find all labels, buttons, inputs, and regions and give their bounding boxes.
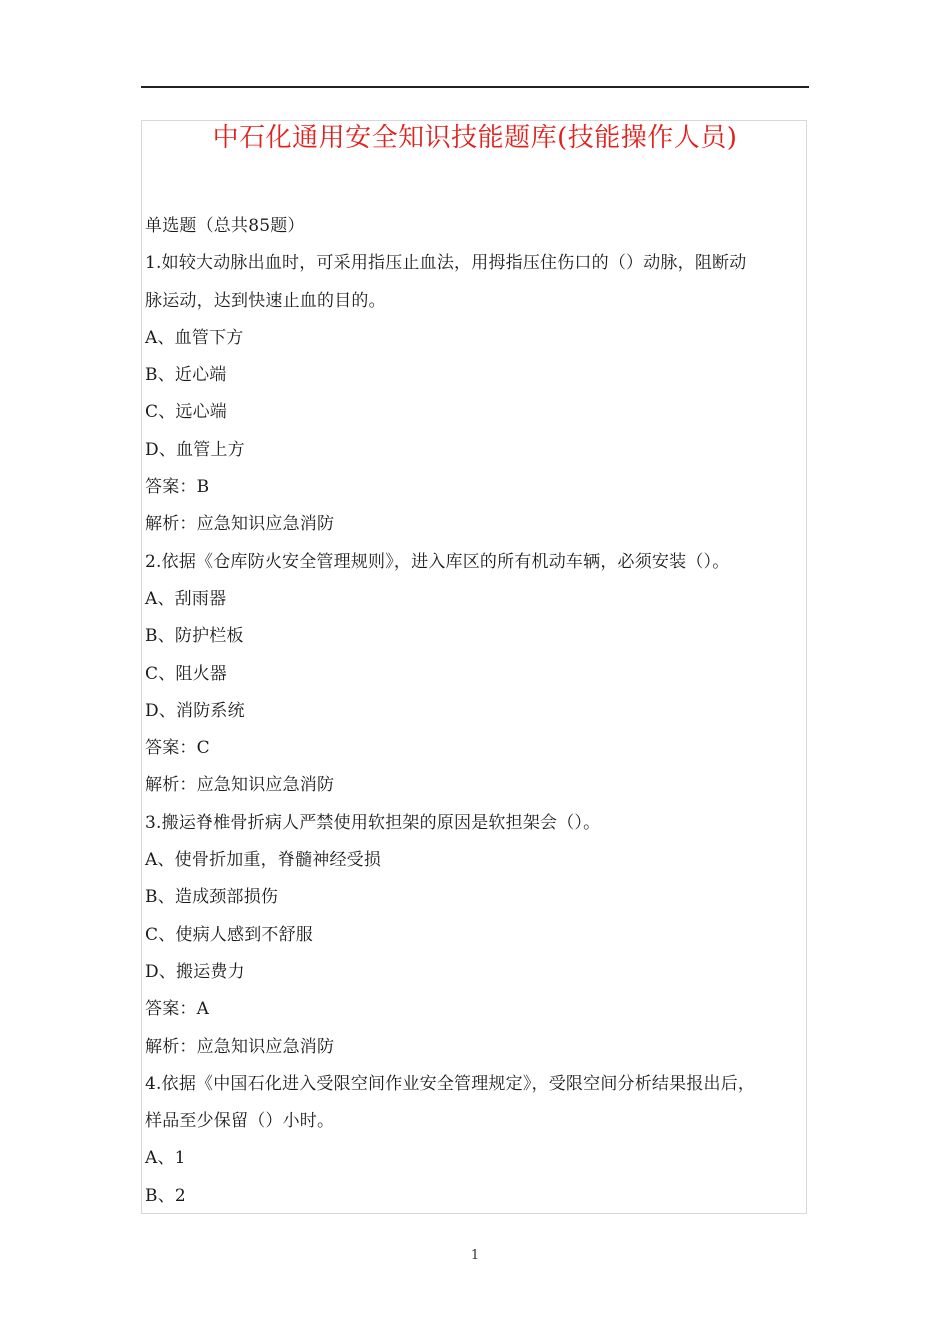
option-b: B、近心端	[145, 365, 227, 386]
document-title: 中石化通用安全知识技能题库(技能操作人员)	[212, 123, 738, 153]
question-item	[145, 1066, 807, 1215]
document-body	[145, 208, 807, 1215]
question-item	[145, 544, 807, 805]
question-item	[145, 245, 807, 543]
page-number: 1	[470, 1248, 480, 1263]
analysis: 解析：应急知识应急消防	[145, 1036, 335, 1057]
question-item	[145, 805, 807, 1066]
option-d: D、消防系统	[145, 700, 245, 721]
option-a: A、血管下方	[145, 327, 244, 348]
answer: 答案：A	[145, 999, 210, 1020]
analysis: 解析：应急知识应急消防	[145, 775, 335, 796]
question-text: 1.如较大动脉出血时，可采用指压止血法，用拇指压住伤口的（）动脉，阻断动	[145, 253, 747, 274]
option-b: B、造成颈部损伤	[145, 887, 279, 908]
option-a: A、1	[145, 1148, 186, 1169]
option-a: A、刮雨器	[145, 588, 227, 609]
option-a: A、使骨折加重，脊髓神经受损	[145, 850, 382, 871]
answer: 答案：C	[145, 738, 210, 759]
option-b: B、2	[145, 1185, 186, 1206]
section-header: 单选题（总共85题）	[145, 216, 305, 236]
option-c: C、阻火器	[145, 663, 228, 684]
question-text: 3.搬运脊椎骨折病人严禁使用软担架的原因是软担架会（）。	[145, 812, 601, 833]
answer: 答案：B	[145, 477, 210, 498]
option-d: D、搬运费力	[145, 961, 245, 982]
option-b: B、防护栏板	[145, 626, 244, 647]
question-text: 样品至少保留（）小时。	[145, 1111, 335, 1132]
question-text: 4.依据《中国石化进入受限空间作业安全管理规定》，受限空间分析结果报出后，	[145, 1073, 756, 1094]
header-rule	[141, 86, 809, 88]
option-d: D、血管上方	[145, 439, 245, 460]
question-text: 脉运动，达到快速止血的目的。	[145, 290, 386, 311]
question-text: 2.依据《仓库防火安全管理规则》，进入库区的所有机动车辆，必须安装（）。	[145, 551, 730, 572]
option-c: C、使病人感到不舒服	[145, 924, 314, 945]
option-c: C、远心端	[145, 402, 228, 423]
analysis: 解析：应急知识应急消防	[145, 514, 335, 535]
